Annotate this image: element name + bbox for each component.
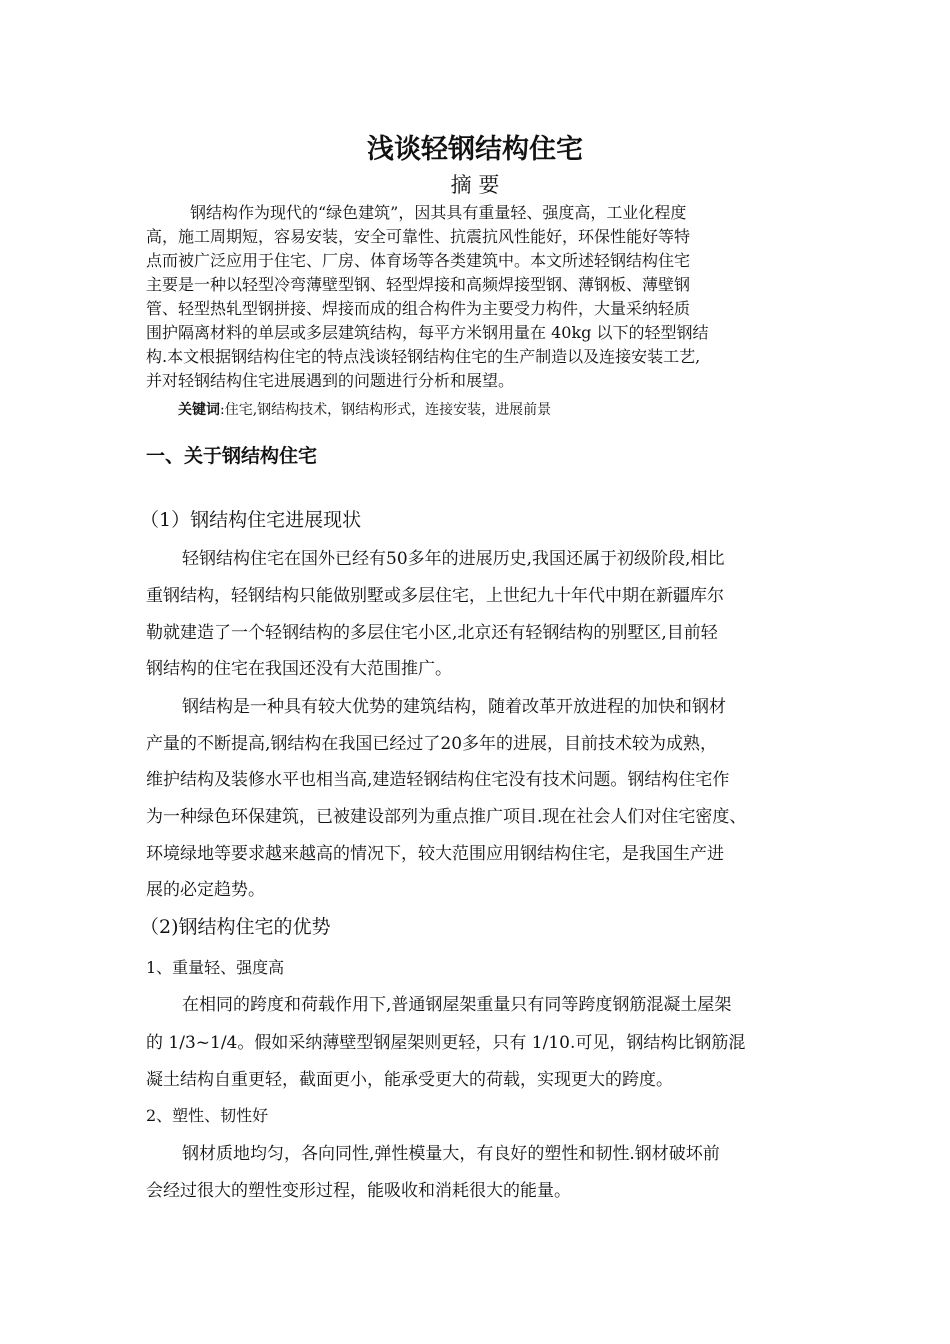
paragraph-line: 轻钢结构住宅在国外已经有50多年的进展历史,我国还属于初级阶段,相比 [182, 549, 725, 569]
abstract-line: 主要是一种以轻型冷弯薄壁型钢、轻型焊接和高频焊接型钢、薄钢板、薄壁钢 [146, 275, 691, 294]
paragraph-line: 钢材质地均匀，各向同性,弹性模量大，有良好的塑性和韧性.钢材破坏前 [182, 1144, 720, 1164]
paragraph-line: 重钢结构，轻钢结构只能做别墅或多层住宅，上世纪九十年代中期在新疆库尔 [146, 586, 724, 606]
paragraph-line: 凝土结构自重更轻，截面更小，能承受更大的荷载，实现更大的跨度。 [146, 1070, 673, 1090]
paragraph-line: 钢结构是一种具有较大优势的建筑结构，随着改革开放进程的加快和钢材 [182, 697, 726, 717]
subsection-heading: （1）钢结构住宅进展现状 [140, 509, 362, 531]
abstract-line: 点而被广泛应用于住宅、厂房、体育场等各类建筑中。本文所述轻钢结构住宅 [146, 251, 691, 270]
keywords-label: 关键词 [178, 402, 220, 418]
item-heading: 2、塑性、韧性好 [146, 1106, 269, 1125]
keywords-text: :住宅,钢结构技术，钢结构形式，连接安装，进展前景 [220, 402, 552, 418]
abstract-line: 构.本文根据钢结构住宅的特点浅谈轻钢结构住宅的生产制造以及连接安装工艺, [146, 347, 701, 366]
paragraph-line: 的 1/3~1/4。假如采纳薄壁型钢屋架则更轻，只有 1/10.可见，钢结构比钢筋混 [146, 1033, 746, 1053]
abstract-line: 并对轻钢结构住宅进展遇到的问题进行分析和展望。 [146, 371, 515, 390]
paragraph-line: 勒就建造了一个轻钢结构的多层住宅小区,北京还有轻钢结构的别墅区,目前轻 [146, 623, 718, 643]
abstract-line: 高，施工周期短，容易安装，安全可靠性、抗震抗风性能好，环保性能好等特 [146, 227, 691, 246]
abstract-line: 围护隔离材料的单层或多层建筑结构，每平方米钢用量在 40kg 以下的轻型钢结 [146, 323, 709, 342]
paragraph-line: 会经过很大的塑性变形过程，能吸收和消耗很大的能量。 [146, 1181, 571, 1201]
keywords-line [178, 398, 551, 422]
paragraph-line: 在相同的跨度和荷载作用下,普通钢屋架重量只有同等跨度钢筋混凝土屋架 [182, 995, 732, 1015]
paragraph-line: 钢结构的住宅在我国还没有大范围推广。 [146, 659, 452, 679]
abstract-heading: 摘 要 [450, 173, 500, 197]
paragraph-line: 环境绿地等要求越来越高的情况下，较大范围应用钢结构住宅，是我国生产进 [146, 844, 724, 864]
paragraph-line: 为一种绿色环保建筑，已被建设部列为重点推广项目.现在社会人们对住宅密度、 [146, 807, 747, 827]
section-heading: 一、关于钢结构住宅 [146, 445, 318, 467]
paragraph-line: 维护结构及装修水平也相当高,建造轻钢结构住宅没有技术问题。钢结构住宅作 [146, 770, 730, 790]
subsection-heading: （2)钢结构住宅的优势 [140, 916, 331, 938]
document-title: 浅谈轻钢结构住宅 [367, 134, 583, 165]
paragraph-line: 展的必定趋势。 [146, 880, 265, 900]
abstract-line: 钢结构作为现代的“绿色建筑”，因其具有重量轻、强度高，工业化程度 [190, 203, 687, 222]
paragraph-line: 产量的不断提高,钢结构在我国已经过了20多年的进展，目前技术较为成熟， [146, 734, 718, 754]
item-heading: 1、重量轻、强度高 [146, 958, 285, 977]
abstract-line: 管、轻型热轧型钢拼接、焊接而成的组合构件为主要受力构件，大量采纳轻质 [146, 299, 691, 318]
